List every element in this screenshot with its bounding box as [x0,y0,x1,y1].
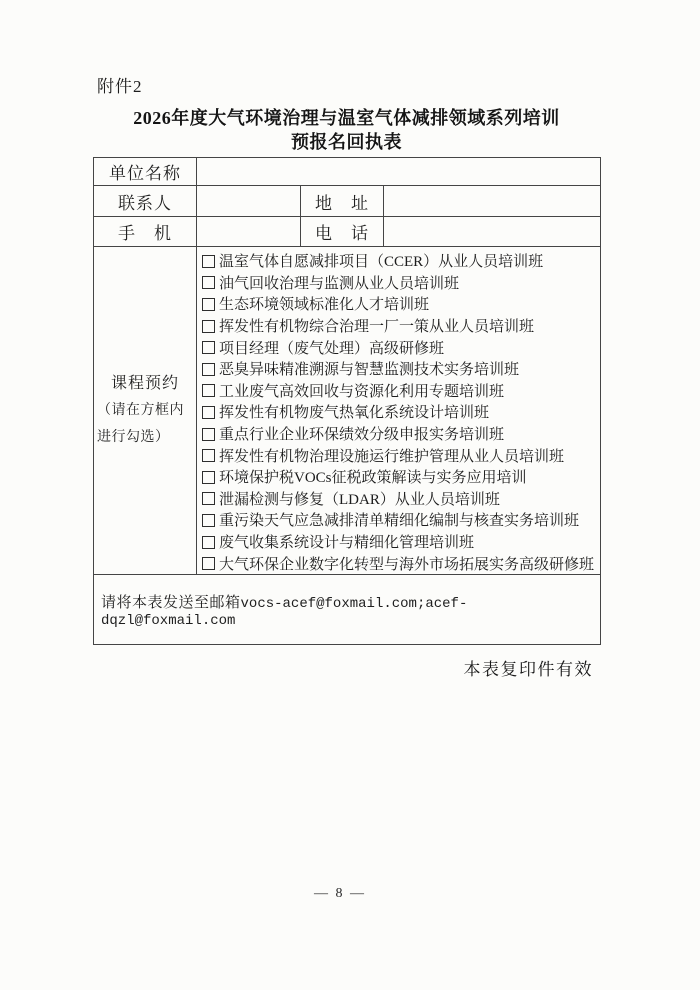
checkbox-icon[interactable] [202,298,215,311]
course-item [202,358,600,380]
course-item [202,293,600,315]
submit-note-cell [94,575,601,645]
checkbox-icon[interactable] [202,276,215,289]
checkbox-icon[interactable] [202,406,215,419]
course-label: 泄漏检测与修复（LDAR）从业人员培训班 [219,491,500,508]
course-item [202,336,600,358]
course-label: 项目经理（废气处理）高级研修班 [219,340,445,357]
checkbox-icon[interactable] [202,363,215,376]
checkbox-icon[interactable] [202,449,215,462]
page-title-line2: 预报名回执表 [291,132,402,152]
checkbox-icon[interactable] [202,384,215,397]
course-item [202,552,600,574]
table-row [94,247,601,575]
course-label: 工业废气高效回收与资源化利用专题培训班 [219,383,505,400]
course-item [202,272,600,294]
attachment-label: 附件2 [97,77,143,96]
course-label: 环境保护税VOCs征税政策解读与实务应用培训 [219,470,527,487]
submit-note-emails: vocs-acef@foxmail.com;acef-dqzl@foxmail.com [101,595,468,629]
table-row [94,575,601,645]
address-field[interactable] [384,186,601,217]
course-reservation-header [94,247,197,575]
course-label: 恶臭异味精准溯源与智慧监测技术实务培训班 [219,362,520,379]
course-item [202,401,600,423]
course-item [202,315,600,337]
phone-label: 电 话 [301,217,384,247]
checkbox-icon[interactable] [202,536,215,549]
course-label: 油气回收治理与监测从业人员培训班 [219,275,460,292]
phone-field[interactable] [384,217,601,247]
checkbox-icon[interactable] [202,428,215,441]
course-item [202,423,600,445]
address-label: 地 址 [301,186,384,217]
course-label: 大气环保企业数字化转型与海外市场拓展实务高级研修班 [219,556,595,573]
course-reservation-title: 课程预约 [110,375,179,392]
table-row [94,158,601,186]
checkbox-icon[interactable] [202,341,215,354]
table-row [94,217,601,247]
unit-name-label: 单位名称 [94,158,197,186]
course-item [202,466,600,488]
course-label: 生态环境领域标准化人才培训班 [219,297,430,314]
contact-field[interactable] [197,186,301,217]
checkbox-icon[interactable] [202,492,215,505]
mobile-label: 手 机 [94,217,197,247]
mobile-field[interactable] [197,217,301,247]
course-label: 废气收集系统设计与精细化管理培训班 [219,535,475,552]
course-reservation-hint-line2: 进行勾选） [97,430,170,445]
course-item [202,444,600,466]
course-label: 挥发性有机物废气热氧化系统设计培训班 [219,405,490,422]
course-item [202,380,600,402]
page-number: — 8 — [314,886,366,901]
checkbox-icon[interactable] [202,255,215,268]
copy-validity-note: 本表复印件有效 [463,660,593,679]
course-item [202,488,600,510]
checkbox-icon[interactable] [202,514,215,527]
page-title [93,106,600,154]
checkbox-icon[interactable] [202,471,215,484]
unit-name-field[interactable] [197,158,601,186]
table-row [94,186,601,217]
checkbox-icon[interactable] [202,320,215,333]
submit-note-text: 请将本表发送至邮箱 [101,594,241,611]
course-label: 温室气体自愿减排项目（CCER）从业人员培训班 [219,254,544,271]
course-item [202,531,600,553]
course-list [197,247,601,575]
contact-label: 联系人 [94,186,197,217]
course-item [202,509,600,531]
course-label: 挥发性有机物综合治理一厂一策从业人员培训班 [219,319,535,336]
checkbox-icon[interactable] [202,557,215,570]
reply-form-table [93,157,601,645]
course-label: 重污染天气应急减排清单精细化编制与核查实务培训班 [219,513,580,530]
course-label: 挥发性有机物治理设施运行维护管理从业人员培训班 [219,448,565,465]
course-label: 重点行业企业环保绩效分级申报实务培训班 [219,427,505,444]
course-reservation-hint-line1: （请在方框内 [97,403,184,418]
page-title-line1: 2026年度大气环境治理与温室气体减排领域系列培训 [133,108,560,128]
course-item [202,250,600,272]
